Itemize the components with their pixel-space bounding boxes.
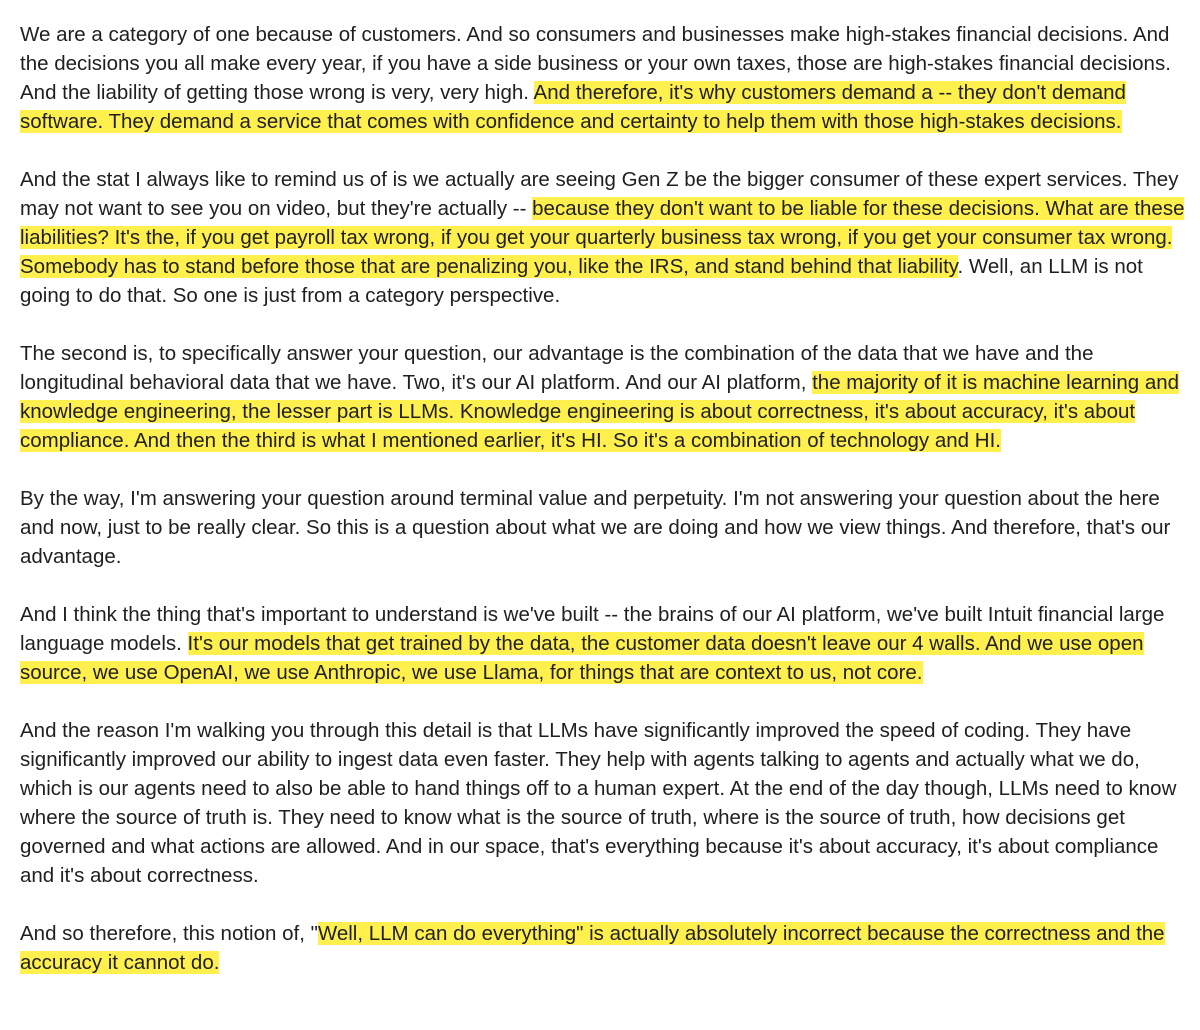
text-segment: And the stat I always like to remind us of is we actually are seeing Gen Z be the bigger consumer of these expert services. They may not want to see you on video, but they're actually -- [20,168,1179,220]
text-segment: We are a category of one because of customers. And so consumers and businesses make high-stakes financial decisions. And the decisions you all make every year, if you have a side business or your own taxes, those are high-stakes financial decisions. And the liability of getting those wrong is very, very high. [20,23,1171,104]
highlighted-text-segment: Well, LLM can do everything" is actually absolutely incorrect because the correctness and the accuracy it cannot do. [20,922,1165,974]
text-segment: And I think the thing that's important to understand is we've built -- the brains of our AI platform, we've built Intuit financial large language models. [20,603,1165,655]
paragraph-7 [20,919,1190,977]
highlighted-text-segment: It's our models that get trained by the data, the customer data doesn't leave our 4 walls. And we use open source, we use OpenAI, we use Anthropic, we use Llama, for things that are context to us, not core. [20,632,1144,684]
paragraph-2 [20,165,1190,310]
text-segment: . Well, an LLM is not going to do that. So one is just from a category perspective. [20,255,1143,307]
text-segment: And so therefore, this notion of, " [20,922,318,945]
text-segment: The second is, to specifically answer your question, our advantage is the combination of the data that we have and the longitudinal behavioral data that we have. Two, it's our AI platform. And our AI platform, [20,342,1094,394]
highlighted-text-segment: And therefore, it's why customers demand a -- they don't demand software. They demand a service that comes with confidence and certainty to help them with those high-stakes decisions. [20,81,1126,133]
highlighted-text-segment: because they don't want to be liable for these decisions. What are these liabilities? It's the, if you get payroll tax wrong, if you get your quarterly business tax wrong, if you get your consumer tax wrong. Somebody has to stand before those that are penalizing you, like the IRS, and stand behind that liability [20,197,1185,278]
text-segment: By the way, I'm answering your question around terminal value and perpetuity. I'm not answering your question about the here and now, just to be really clear. So this is a question about what we are doing and how we view things. And therefore, that's our advantage. [20,487,1171,568]
paragraph-6 [20,716,1190,890]
text-segment: And the reason I'm walking you through this detail is that LLMs have significantly improved the speed of coding. They have significantly improved our ability to ingest data even faster. They help with agents talking to agents and actually what we do, which is our agents need to also be able to hand things off to a human expert. At the end of the day though, LLMs need to know where the source of truth is. They need to know what is the source of truth, where is the source of truth, how decisions get governed and what actions are allowed. And in our space, that's everything because it's about accuracy, it's about compliance and it's about correctness. [20,719,1177,887]
paragraph-1 [20,20,1190,136]
highlighted-text-segment: the majority of it is machine learning and knowledge engineering, the lesser part is LLMs. Knowledge engineering is about correctness, it's about accuracy, it's about compliance. And then the third is what I mentioned earlier, it's HI. So it's a combination of technology and HI. [20,371,1180,452]
paragraph-4 [20,484,1190,571]
paragraph-5 [20,600,1190,687]
paragraph-3 [20,339,1190,455]
